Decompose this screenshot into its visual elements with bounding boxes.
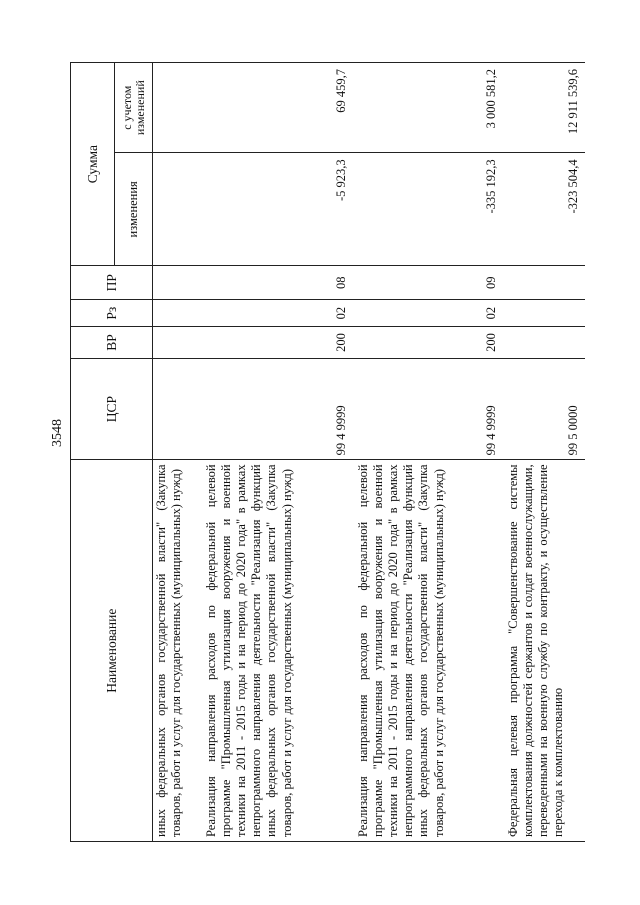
row-rz bbox=[153, 300, 201, 327]
row-csr: 99 4 9999 bbox=[353, 358, 503, 460]
row-pr bbox=[153, 266, 201, 300]
table-row bbox=[201, 63, 353, 842]
row-pr bbox=[503, 266, 585, 300]
row-change: -335 192,3 bbox=[353, 153, 503, 266]
header-with-changes: с учетом изменений bbox=[115, 63, 153, 153]
row-change bbox=[153, 153, 201, 266]
row-name: Реализация направления расходов по федеральной целевой программе "Промышленная утилизация вооружения и военной техники на 2011 - 2015 годы и на период до 2020 года" в рамках непрограммного направления деятельности "Реализация функций иных федеральных органов государственной власти" (Закупка товаров, работ и услуг для государственных (муниципальных) нужд) bbox=[201, 460, 353, 842]
row-csr: 99 4 9999 bbox=[201, 358, 353, 460]
row-vr bbox=[153, 327, 201, 359]
row-rz bbox=[503, 300, 585, 327]
row-vr bbox=[503, 327, 585, 359]
row-name: иных федеральных органов государственной власти" (Закупка товаров, работ и услуг для государственных (муниципальных) нужд) bbox=[153, 460, 201, 842]
table-row bbox=[353, 63, 503, 842]
row-vr: 200 bbox=[353, 327, 503, 359]
header-name: Наименование bbox=[71, 460, 153, 842]
table-frame bbox=[70, 62, 581, 842]
header-vr: ВР bbox=[71, 327, 153, 359]
budget-table bbox=[70, 62, 585, 842]
row-rz: 02 bbox=[353, 300, 503, 327]
rotated-page bbox=[70, 62, 581, 842]
row-total: 12 911 539,6 bbox=[503, 63, 585, 153]
row-pr: 08 bbox=[201, 266, 353, 300]
header-rz: Рз bbox=[71, 300, 153, 327]
row-total: 3 000 581,2 bbox=[353, 63, 503, 153]
row-name: Федеральная целевая программа "Совершенствование системы комплектования должностей сержантов и солдат военнослужащими, переведенными на военную службу по контракту, и осуществление перехода к комплектованию bbox=[503, 460, 585, 842]
page-number: 3548 bbox=[50, 419, 65, 447]
header-sum: Сумма bbox=[71, 63, 115, 266]
header-pr: ПР bbox=[71, 266, 153, 300]
row-vr: 200 bbox=[201, 327, 353, 359]
row-csr bbox=[153, 358, 201, 460]
header-csr: ЦСР bbox=[71, 358, 153, 460]
row-total: 69 459,7 bbox=[201, 63, 353, 153]
header-change: изменения bbox=[115, 153, 153, 266]
row-csr: 99 5 0000 bbox=[503, 358, 585, 460]
row-change: -5 923,3 bbox=[201, 153, 353, 266]
row-change: -323 504,4 bbox=[503, 153, 585, 266]
row-pr: 09 bbox=[353, 266, 503, 300]
row-total bbox=[153, 63, 201, 153]
table-row bbox=[153, 63, 201, 842]
row-name: Реализация направления расходов по федеральной целевой программе "Промышленная утилизация вооружения и военной техники на 2011 - 2015 годы и на период до 2020 года" в рамках непрограммного направления деятельности "Реализация функций иных федеральных органов государственной власти" (Закупка товаров, работ и услуг для государственных (муниципальных) нужд) bbox=[353, 460, 503, 842]
row-rz: 02 bbox=[201, 300, 353, 327]
table-row bbox=[503, 63, 585, 842]
